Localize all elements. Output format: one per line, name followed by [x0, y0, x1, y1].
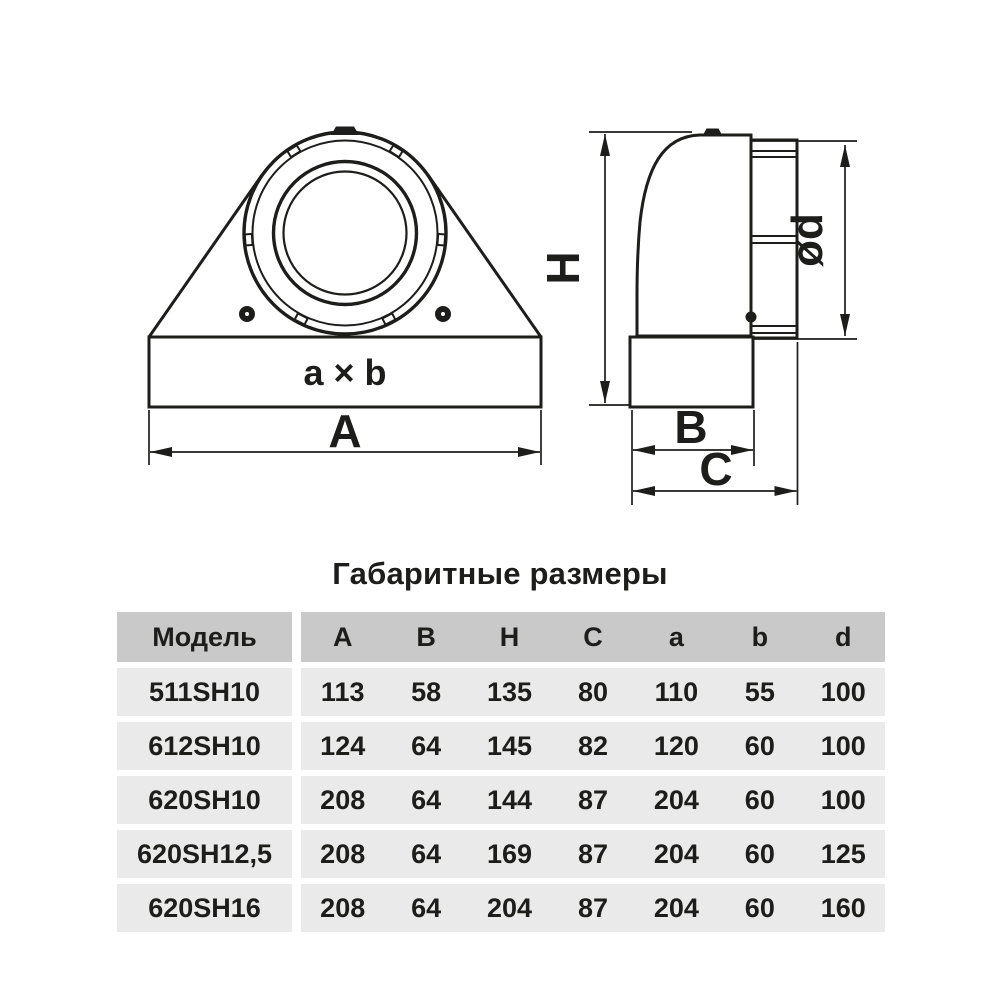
table-column-gap — [292, 612, 301, 662]
table-cell: 208 — [320, 784, 366, 815]
dimensions-table — [117, 612, 885, 938]
side-view — [537, 129, 857, 506]
table-header-row — [117, 612, 885, 662]
row-strip — [301, 830, 885, 878]
table-cell: 208 — [320, 892, 366, 923]
table-cell: 204 — [653, 892, 699, 923]
model-cell: 620SH12,5 — [117, 830, 292, 878]
table-cell: 60 — [744, 838, 775, 869]
table-cell: 82 — [577, 730, 608, 761]
table-cell: 160 — [820, 892, 866, 923]
table-cell: 113 — [320, 676, 365, 707]
side-height-dim-label: H — [537, 251, 589, 285]
table-cell: 100 — [820, 676, 866, 707]
table-cell: 100 — [820, 784, 866, 815]
table-row — [117, 722, 885, 770]
model-cell: 511SH10 — [117, 668, 292, 716]
table-cell: 60 — [744, 784, 775, 815]
front-top-tab — [331, 127, 359, 136]
table-cell: 55 — [744, 676, 775, 707]
front-view — [149, 127, 541, 466]
table-row — [117, 830, 885, 878]
row-strip — [301, 776, 885, 824]
row-strip — [301, 884, 885, 932]
table-cell: 110 — [654, 676, 699, 707]
header-strip — [301, 612, 885, 662]
table-cell: 64 — [411, 838, 442, 869]
elbow-body — [637, 135, 751, 336]
row-strip — [301, 668, 885, 716]
table-cell: 87 — [577, 784, 608, 815]
side-c-dim-label: C — [699, 443, 733, 495]
table-cell: 60 — [744, 892, 775, 923]
column-header: A — [332, 621, 353, 652]
table-cell: 60 — [744, 730, 775, 761]
table-cell: 208 — [320, 838, 366, 869]
column-header: b — [751, 621, 769, 652]
table-column-gap — [292, 776, 301, 824]
table-column-gap — [292, 668, 301, 716]
model-cell: 612SH10 — [117, 722, 292, 770]
column-header: C — [583, 621, 603, 652]
side-top-tab — [703, 129, 722, 136]
spigot-latch-dot — [746, 312, 757, 323]
table-title: Габаритные размеры — [332, 556, 668, 591]
front-duct-size-label: a × b — [303, 352, 387, 393]
column-header: H — [499, 621, 520, 652]
table-cell: 87 — [577, 892, 608, 923]
table-column-gap — [292, 884, 301, 932]
table-cell: 87 — [577, 838, 608, 869]
table-column-gap — [292, 722, 301, 770]
table-cell: 204 — [487, 892, 533, 923]
side-diameter-dim-label: ød — [783, 213, 832, 267]
table-cell: 145 — [487, 730, 533, 761]
column-header: d — [834, 621, 852, 652]
side-base-rect — [630, 337, 753, 407]
table-cell: 135 — [487, 676, 533, 707]
table-row — [117, 884, 885, 932]
table-cell: 144 — [487, 784, 533, 815]
table-cell: 204 — [653, 784, 699, 815]
row-strip — [301, 722, 885, 770]
table-cell: 204 — [653, 838, 699, 869]
front-width-dim-label: A — [328, 405, 362, 457]
table-row — [117, 776, 885, 824]
table-cell: 58 — [411, 676, 442, 707]
table-cell: 64 — [411, 730, 442, 761]
table-cell: 169 — [487, 838, 533, 869]
column-header-model: Модель — [117, 612, 292, 662]
side-b-dim-label: B — [674, 401, 708, 453]
table-cell: 120 — [653, 730, 699, 761]
table-cell: 100 — [820, 730, 866, 761]
table-column-gap — [292, 830, 301, 878]
model-cell: 620SH10 — [117, 776, 292, 824]
column-header: B — [416, 621, 436, 652]
model-cell: 620SH16 — [117, 884, 292, 932]
table-row — [117, 668, 885, 716]
table-cell: 125 — [820, 838, 866, 869]
table-cell: 124 — [320, 730, 366, 761]
table-cell: 80 — [577, 676, 608, 707]
table-cell: 64 — [411, 784, 442, 815]
column-header: a — [668, 621, 684, 652]
pipe-outer-circle — [274, 162, 417, 305]
table-cell: 64 — [411, 892, 442, 923]
